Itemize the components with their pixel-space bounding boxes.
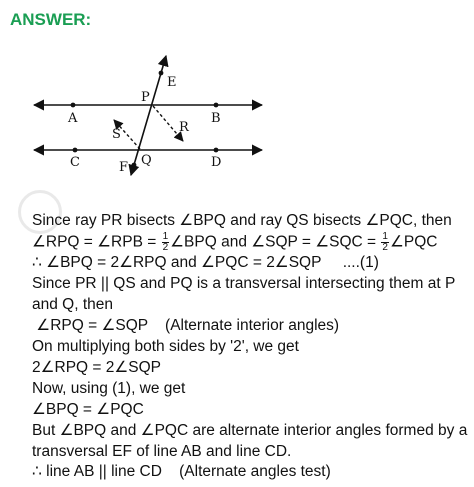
label-c: C bbox=[70, 155, 80, 170]
fraction-denominator: 2 bbox=[162, 241, 169, 253]
parallel-lines-diagram bbox=[0, 0, 474, 215]
fraction-denominator-2: 2 bbox=[382, 241, 388, 253]
solution-text bbox=[32, 211, 468, 483]
solution-line-4: Since PR || QS and PQ is a transversal intersecting them at P bbox=[32, 275, 456, 293]
label-q: Q bbox=[141, 153, 152, 168]
point-c bbox=[73, 148, 78, 153]
solution-line-2a: ∠RPQ = ∠RPB = bbox=[32, 233, 161, 251]
solution-line-11: But ∠BPQ and ∠PQC are alternate interior angles formed by a bbox=[32, 421, 468, 439]
solution-line-9: Now, using (1), we get bbox=[32, 379, 186, 397]
solution-line-3: ∴ ∠BPQ = 2∠RPQ and ∠PQC = 2∠SQP ....(1) bbox=[32, 254, 379, 272]
label-f: F bbox=[119, 160, 129, 175]
solution-line-13: ∴ line AB || line CD (Alternate angles test) bbox=[32, 463, 331, 481]
fraction-numerator: 1 bbox=[162, 230, 169, 242]
label-s: S bbox=[112, 127, 121, 142]
label-r: R bbox=[179, 120, 189, 135]
point-e bbox=[159, 71, 164, 76]
point-f bbox=[132, 163, 137, 168]
point-d bbox=[214, 148, 219, 153]
solution-line-2 bbox=[32, 232, 468, 254]
label-e: E bbox=[167, 75, 177, 90]
point-b bbox=[214, 103, 219, 108]
fraction-half-2 bbox=[381, 232, 389, 253]
solution-line-7: On multiplying both sides by '2', we get bbox=[32, 338, 299, 356]
solution-line-6: ∠RPQ = ∠SQP (Alternate interior angles) bbox=[32, 317, 340, 335]
solution-line-2b: ∠BPQ and ∠SQP = ∠SQC = bbox=[170, 233, 381, 251]
solution-line-1: Since ray PR bisects ∠BPQ and ray QS bisects ∠PQC, then bbox=[32, 212, 452, 229]
label-a: A bbox=[68, 111, 78, 126]
geometry-figure bbox=[0, 0, 474, 215]
solution-line-10: ∠BPQ = ∠PQC bbox=[32, 400, 144, 418]
label-b: B bbox=[211, 111, 221, 126]
answer-heading: ANSWER: bbox=[10, 10, 92, 29]
label-d: D bbox=[211, 155, 222, 170]
solution-line-12: transversal EF of line AB and line CD. bbox=[32, 442, 292, 460]
point-a bbox=[71, 103, 76, 108]
solution-line-5: and Q, then bbox=[32, 296, 114, 314]
solution-line-2c: ∠PQC bbox=[389, 233, 438, 251]
fraction-half bbox=[162, 232, 170, 253]
fraction-numerator-2: 1 bbox=[382, 230, 388, 242]
label-p: P bbox=[141, 90, 150, 105]
solution-line-8: 2∠RPQ = 2∠SQP bbox=[32, 358, 162, 376]
